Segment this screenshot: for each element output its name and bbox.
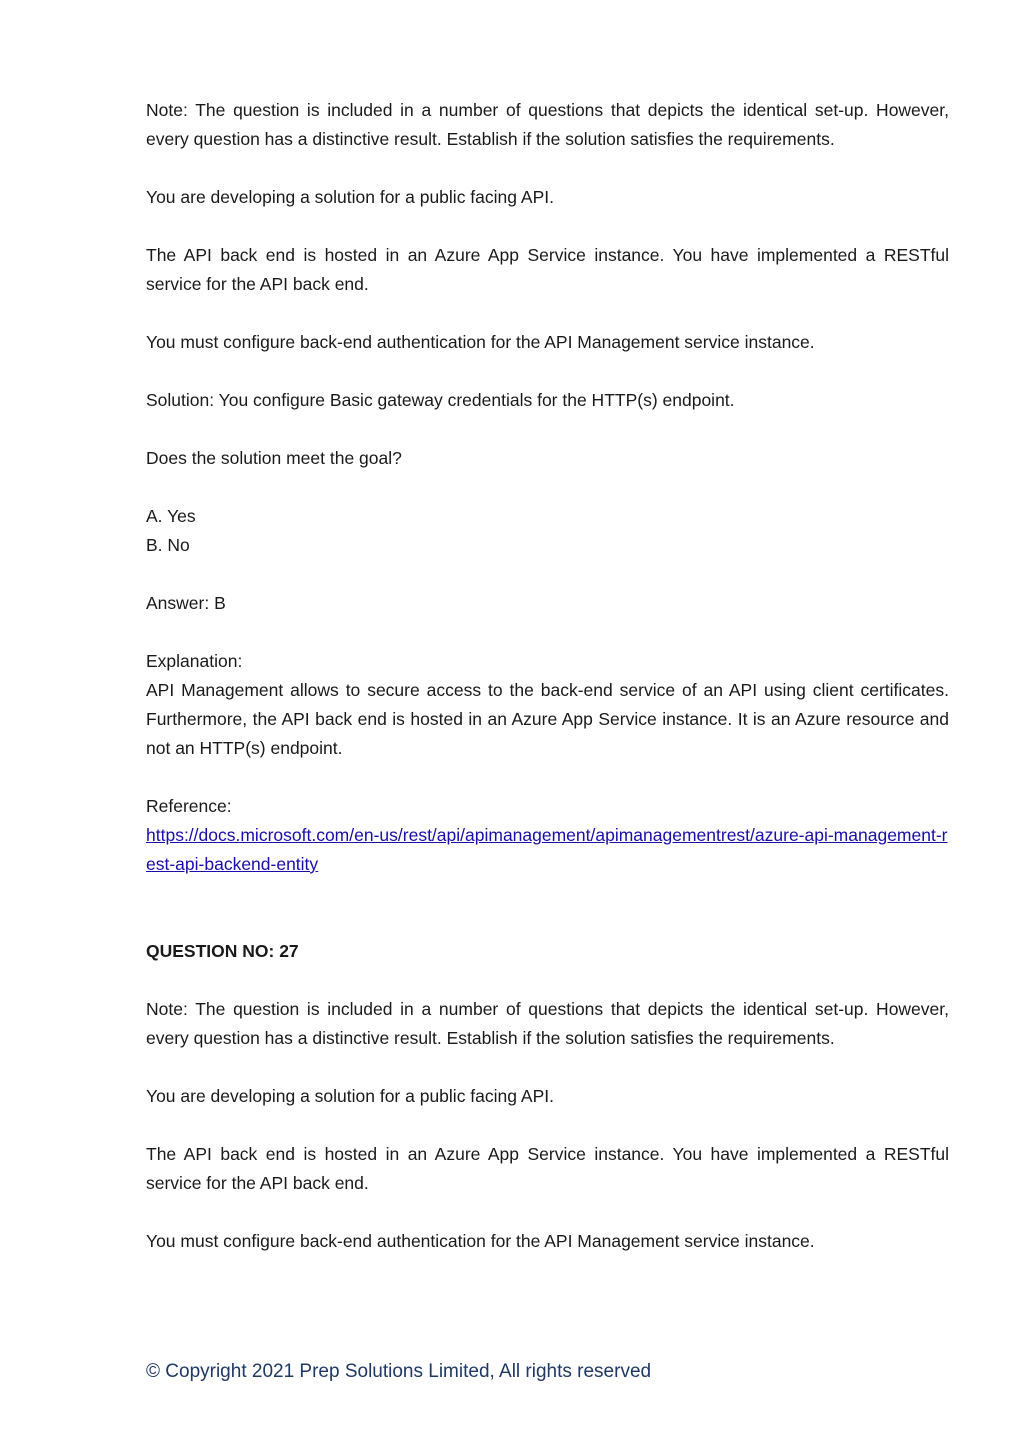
option-a: A. Yes <box>146 506 196 526</box>
q27-scenario-2: The API back end is hosted in an Azure App Service instance. You have implemented a RESTful service for the API back end. <box>146 1144 949 1193</box>
q26-scenario-1: You are developing a solution for a public facing API. <box>146 187 554 207</box>
q26-scenario-3: You must configure back-end authentication for the API Management service instance. <box>146 332 815 352</box>
reference-label: Reference: <box>146 796 232 816</box>
q26-reference-block <box>146 792 949 879</box>
q27-scenario-3: You must configure back-end authentication for the API Management service instance. <box>146 1231 815 1251</box>
reference-link[interactable]: https://docs.microsoft.com/en-us/rest/api/apimanagement/apimanagementrest/azure-api-management-rest-api-backend-entity <box>146 825 948 874</box>
document-page <box>146 96 949 1285</box>
q26-question: Does the solution meet the goal? <box>146 448 402 468</box>
q26-note: Note: The question is included in a number of questions that depicts the identical set-up. However, every question has a distinctive result. Establish if the solution satisfies the requirements. <box>146 100 949 149</box>
q26-explanation-block <box>146 647 949 763</box>
q27-heading: QUESTION NO: 27 <box>146 941 299 961</box>
section-spacer <box>146 908 949 937</box>
explanation-label: Explanation: <box>146 651 243 671</box>
q26-answer: Answer: B <box>146 593 226 613</box>
q26-solution: Solution: You configure Basic gateway credentials for the HTTP(s) endpoint. <box>146 390 735 410</box>
option-b: B. No <box>146 535 190 555</box>
q26-options <box>146 502 949 560</box>
q27-note: Note: The question is included in a number of questions that depicts the identical set-up. However, every question has a distinctive result. Establish if the solution satisfies the requirements. <box>146 999 949 1048</box>
q26-scenario-2: The API back end is hosted in an Azure App Service instance. You have implemented a RESTful service for the API back end. <box>146 245 949 294</box>
copyright-footer: © Copyright 2021 Prep Solutions Limited, All rights reserved <box>146 1361 652 1382</box>
q27-scenario-1: You are developing a solution for a public facing API. <box>146 1086 554 1106</box>
explanation-text: API Management allows to secure access to the back-end service of an API using client certificates. Furthermore, the API back end is hosted in an Azure App Service instance. It is an Azure resource and not an HTTP(s) endpoint. <box>146 680 949 758</box>
